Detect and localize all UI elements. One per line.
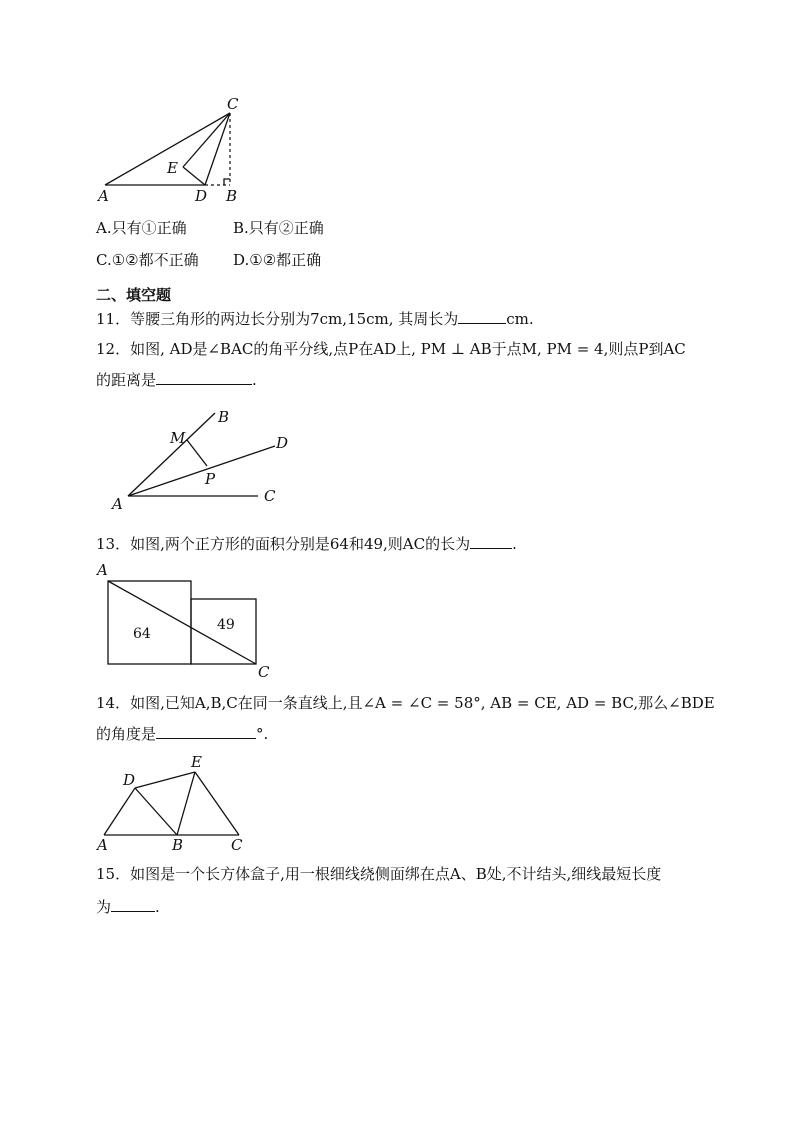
q15-answer-blank bbox=[111, 897, 155, 912]
label-b: B bbox=[226, 187, 238, 205]
q13-answer-blank bbox=[470, 534, 512, 549]
q14-end: °. bbox=[256, 725, 269, 743]
option-b: B.只有②正确 bbox=[233, 219, 324, 237]
option-d: D.①②都正确 bbox=[233, 251, 322, 269]
question-12-line2 bbox=[96, 370, 257, 390]
right-angle-mark bbox=[224, 179, 230, 185]
q13-end: . bbox=[512, 535, 517, 553]
q14-answer-blank bbox=[156, 724, 256, 739]
segment-be bbox=[177, 772, 195, 835]
segment-db bbox=[135, 788, 177, 835]
q11-text: 11．等腰三角形的两边长分别为7cm,15cm, 其周长为 bbox=[96, 310, 459, 328]
question-13 bbox=[96, 534, 517, 554]
q15-line1: 15．如图是一个长方体盒子,用一根细线绕侧面绑在点A、B处,不计结头,细线最短长度 bbox=[96, 865, 662, 883]
ray-ad bbox=[128, 446, 275, 496]
question-14-line2 bbox=[96, 724, 268, 744]
segment-cd bbox=[205, 113, 230, 185]
figure-q13 bbox=[92, 560, 277, 682]
segment-ed bbox=[183, 167, 205, 185]
label-c: C bbox=[258, 663, 270, 681]
label-b: B bbox=[172, 836, 184, 854]
label-d: D bbox=[195, 187, 208, 205]
ray-ab bbox=[128, 413, 215, 496]
q11-answer-blank bbox=[458, 309, 506, 324]
label-e: E bbox=[167, 159, 178, 177]
question-11 bbox=[96, 309, 534, 329]
section-title: 二、填空题 bbox=[96, 286, 172, 304]
label-d: D bbox=[276, 434, 289, 452]
label-d: D bbox=[123, 771, 136, 789]
segment-ad bbox=[104, 788, 135, 835]
q15-line2-text: 为 bbox=[96, 898, 112, 916]
option-c: C.①②都不正确 bbox=[96, 251, 199, 269]
label-c: C bbox=[227, 95, 239, 113]
q12-line2-text: 的距离是 bbox=[96, 371, 157, 389]
question-15-line2 bbox=[96, 897, 160, 917]
label-a: A bbox=[97, 836, 108, 854]
label-a: A bbox=[98, 187, 109, 205]
figure-q14 bbox=[92, 752, 257, 854]
label-p: P bbox=[205, 470, 216, 488]
label-a: A bbox=[112, 495, 123, 513]
q12-end: . bbox=[252, 371, 257, 389]
q15-end: . bbox=[155, 898, 160, 916]
label-e: E bbox=[191, 753, 202, 771]
label-c: C bbox=[264, 487, 276, 505]
q13-text: 13．如图,两个正方形的面积分别是64和49,则AC的长为 bbox=[96, 535, 471, 553]
label-m: M bbox=[170, 429, 186, 447]
q12-answer-blank bbox=[156, 370, 252, 385]
segment-pm bbox=[187, 440, 207, 466]
q14-line1: 14．如图,已知A,B,C在同一条直线上,且∠A = ∠C = 58°, AB = CE, AD = BC,那么∠BDE bbox=[96, 694, 715, 712]
segment-ce bbox=[183, 113, 230, 167]
figure-q12 bbox=[110, 408, 300, 518]
label-c: C bbox=[231, 836, 243, 854]
q12-line1: 12．如图, AD是∠BAC的角平分线,点P在AD上, PM ⊥ AB于点M, PM = 4,则点P到AC bbox=[96, 340, 686, 358]
segment-ec bbox=[195, 772, 239, 835]
area-label-64: 64 bbox=[133, 626, 151, 642]
q11-unit: cm. bbox=[506, 310, 534, 328]
square-64 bbox=[108, 581, 191, 664]
segment-de bbox=[135, 772, 195, 788]
area-label-49: 49 bbox=[217, 617, 235, 633]
option-a: A.只有①正确 bbox=[96, 219, 187, 237]
figure-q10 bbox=[95, 95, 255, 210]
label-a: A bbox=[97, 561, 108, 579]
q14-line2-text: 的角度是 bbox=[96, 725, 157, 743]
label-b: B bbox=[218, 408, 230, 426]
